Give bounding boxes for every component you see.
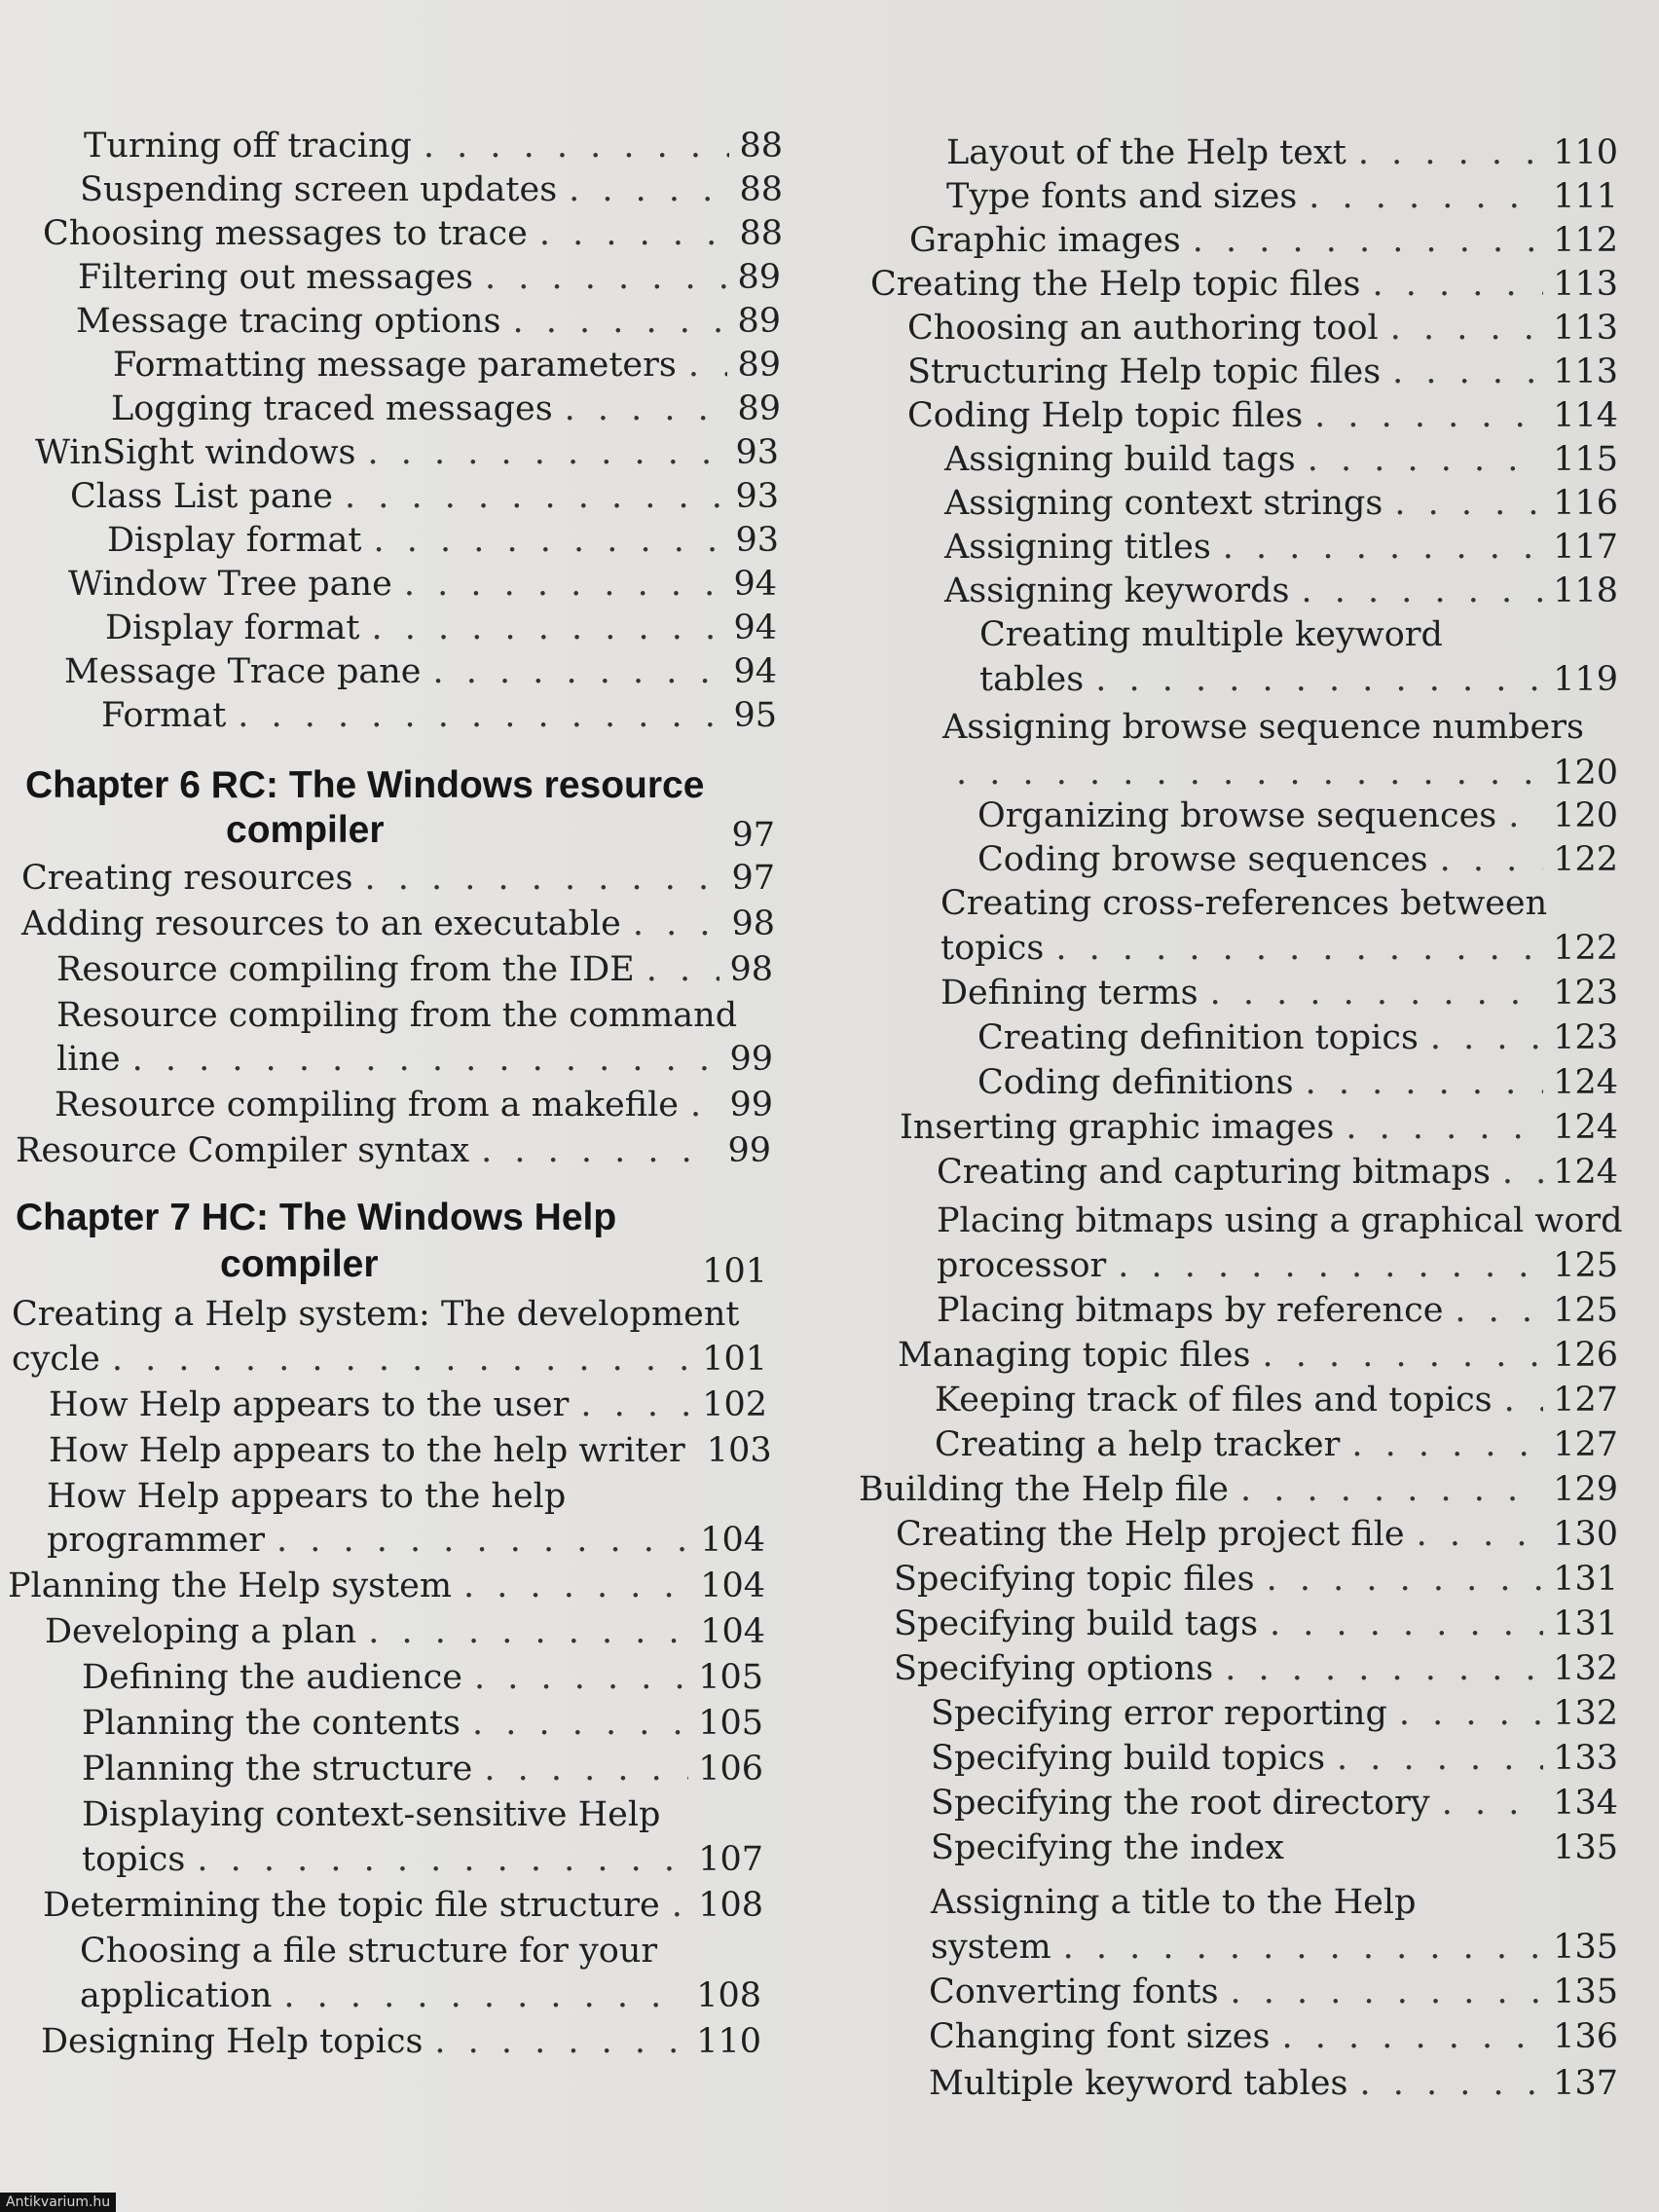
chapter-6-heading-cont: compiler	[226, 809, 385, 851]
toc-entry	[105, 607, 777, 649]
entry-page: 136	[1553, 2017, 1618, 2056]
entry-title: Creating a help tracker	[935, 1425, 1341, 1464]
entry-title: Specifying error reporting	[931, 1694, 1387, 1733]
entry-page: 132	[1553, 1649, 1618, 1688]
chapter-6-page: 97	[731, 816, 775, 855]
entry-page: 110	[1553, 133, 1618, 172]
entry-page: 137	[1553, 2064, 1618, 2103]
entry-page: 95	[733, 696, 777, 735]
entry-title: Turning off tracing	[84, 127, 412, 166]
entry-title-cont: programmer	[47, 1521, 266, 1560]
toc-entry	[977, 794, 1618, 837]
entry-title: Organizing browse sequences	[977, 796, 1497, 835]
toc-entry	[946, 175, 1618, 218]
entry-page: 125	[1553, 1291, 1618, 1330]
entry-title: Creating resources	[21, 859, 353, 898]
entry-title: How Help appears to the help writer	[49, 1431, 685, 1470]
entry-page: 124	[1553, 1153, 1618, 1192]
entry-title: Choosing messages to trace	[43, 214, 528, 253]
entry-title: Display format	[105, 608, 360, 647]
toc-entry	[977, 1061, 1618, 1104]
toc-entry	[12, 1338, 767, 1381]
toc-entry	[979, 658, 1618, 701]
entry-title: Specifying topic files	[894, 1560, 1255, 1599]
entry-title: Planning the structure	[82, 1750, 473, 1788]
toc-entry	[940, 972, 1618, 1014]
toc-entry	[41, 2020, 761, 2063]
entry-page: 93	[735, 521, 779, 560]
entry-title: Coding Help topic files	[907, 396, 1304, 435]
entry-page: 117	[1553, 528, 1618, 567]
entry-page: 94	[733, 652, 777, 691]
entry-page: 132	[1553, 1694, 1618, 1733]
entry-page: 113	[1553, 265, 1618, 304]
entry-page: 133	[1553, 1739, 1618, 1778]
toc-entry	[56, 948, 773, 991]
toc-entry	[78, 256, 781, 299]
toc-entry	[21, 857, 775, 900]
entry-title: Placing bitmaps by reference	[937, 1291, 1444, 1330]
entry-page: 106	[698, 1750, 763, 1788]
entry-page: 98	[731, 904, 775, 943]
entry-title-cont: topics	[82, 1840, 186, 1879]
toc-entry	[870, 263, 1618, 306]
entry-page: 122	[1553, 840, 1618, 879]
entry-page: 89	[737, 302, 781, 341]
entry-page: 104	[700, 1521, 765, 1560]
entry-page: 135	[1553, 1828, 1618, 1867]
entry-page: 97	[731, 859, 775, 898]
entry-title: Determining the topic file structure	[43, 1886, 660, 1925]
toc-entry	[8, 1565, 765, 1607]
toc-entry	[900, 1106, 1618, 1149]
toc-entry	[929, 1971, 1618, 2013]
toc-entry	[49, 1383, 767, 1426]
entry-title: Planning the Help system	[8, 1567, 453, 1605]
entry-title: Changing font sizes	[929, 2017, 1271, 2056]
entry-page: 124	[1553, 1063, 1618, 1102]
entry-title: How Help appears to the user	[49, 1385, 570, 1424]
entry-title: Logging traced messages	[111, 389, 553, 428]
toc-entry	[935, 1423, 1618, 1466]
toc-entry-title: Creating multiple keyword	[979, 615, 1443, 654]
entry-title: Keeping track of files and topics	[935, 1381, 1493, 1419]
toc-entry	[859, 1468, 1618, 1511]
toc-entry	[82, 1748, 763, 1790]
toc-entry	[84, 125, 783, 167]
entry-title-cont: processor	[937, 1246, 1107, 1285]
entry-page: 103	[706, 1431, 772, 1470]
entry-title-cont: tables	[979, 660, 1085, 699]
entry-page: 118	[1553, 571, 1618, 610]
entry-title: Choosing an authoring tool	[907, 309, 1379, 348]
entry-title-cont: system	[931, 1928, 1051, 1967]
entry-page: 135	[1553, 1972, 1618, 2011]
toc-entry	[931, 1926, 1618, 1969]
entry-page: 108	[698, 1886, 763, 1925]
toc-entry	[49, 1429, 772, 1472]
toc-entry	[931, 1782, 1618, 1825]
toc-entry-title: Creating cross-references between	[940, 884, 1548, 923]
toc-entry	[907, 307, 1618, 350]
toc-entry	[35, 431, 779, 474]
entry-title: Coding definitions	[977, 1063, 1294, 1102]
entry-page: 88	[739, 214, 783, 253]
entry-title: Message tracing options	[76, 302, 501, 341]
entry-title: Resource compiling from a makefile	[55, 1086, 680, 1124]
toc-entry	[907, 350, 1618, 393]
entry-title: Structuring Help topic files	[907, 352, 1382, 391]
entry-title: Window Tree pane	[68, 565, 392, 604]
toc-entry	[931, 1826, 1618, 1869]
entry-title: Type fonts and sizes	[946, 177, 1298, 216]
toc-entry	[937, 1289, 1618, 1332]
toc-entry	[43, 1884, 763, 1927]
toc-entry	[909, 219, 1618, 262]
entry-title: Filtering out messages	[78, 258, 474, 297]
toc-entry	[56, 1038, 773, 1081]
entry-title: Resource Compiler syntax	[16, 1131, 470, 1170]
toc-entry	[931, 1737, 1618, 1780]
toc-entry	[82, 1838, 763, 1881]
entry-page: 116	[1553, 484, 1618, 523]
entry-page: 125	[1553, 1246, 1618, 1285]
toc-entry	[80, 168, 783, 211]
entry-page: 93	[735, 477, 779, 516]
toc-entry-title: Assigning browse sequence numbers	[942, 708, 1584, 747]
entry-page: 111	[1553, 177, 1618, 216]
entry-page: 131	[1553, 1560, 1618, 1599]
entry-title: Converting fonts	[929, 1972, 1219, 2011]
toc-entry	[907, 394, 1618, 437]
entry-page: 127	[1553, 1425, 1618, 1464]
entry-title: Assigning titles	[944, 528, 1211, 567]
entry-title: Graphic images	[909, 221, 1181, 260]
toc-entry	[64, 650, 777, 693]
entry-title: Coding browse sequences	[977, 840, 1428, 879]
entry-page: 112	[1553, 221, 1618, 260]
toc-entry	[43, 212, 783, 255]
toc-entry	[935, 1379, 1618, 1421]
toc-entry-title: Displaying context-sensitive Help	[82, 1795, 661, 1834]
entry-page: 99	[727, 1131, 771, 1170]
entry-page: 130	[1553, 1515, 1618, 1554]
entry-title: Formatting message parameters	[113, 346, 677, 385]
chapter-7-page: 101	[702, 1252, 767, 1291]
toc-entry-title: Choosing a file structure for your	[80, 1932, 658, 1971]
toc-entry	[894, 1558, 1618, 1601]
entry-title: Creating the Help project file	[896, 1515, 1405, 1554]
entry-page: 110	[696, 2022, 761, 2061]
entry-page: 99	[729, 1086, 773, 1124]
entry-title: Resource compiling from the IDE	[56, 950, 635, 989]
entry-title: Creating definition topics	[977, 1018, 1419, 1057]
entry-title: Format	[101, 696, 227, 735]
entry-title: Specifying build tags	[894, 1604, 1259, 1643]
entry-title-cont: topics	[940, 929, 1045, 968]
toc-entry	[113, 344, 781, 387]
entry-title: Defining the audience	[82, 1658, 462, 1697]
entry-page: 104	[700, 1612, 765, 1651]
entry-page: 88	[739, 127, 783, 166]
entry-page: 102	[702, 1385, 767, 1424]
entry-page: 123	[1553, 1018, 1618, 1057]
entry-title: Planning the contents	[82, 1704, 461, 1743]
toc-entry	[47, 1519, 765, 1562]
entry-title: Assigning context strings	[944, 484, 1383, 523]
toc-entry	[68, 563, 777, 606]
toc-entry	[977, 1016, 1618, 1059]
entry-title: Message Trace pane	[64, 652, 422, 691]
entry-title: Specifying the index	[931, 1828, 1284, 1867]
entry-title: Specifying build topics	[931, 1739, 1326, 1778]
entry-title: Building the Help file	[859, 1470, 1229, 1509]
entry-title: Adding resources to an executable	[21, 904, 621, 943]
entry-title: Specifying options	[894, 1649, 1214, 1688]
toc-entry	[898, 1334, 1618, 1377]
entry-title: Inserting graphic images	[900, 1108, 1335, 1147]
toc-entry	[80, 1974, 761, 2017]
toc-entry	[111, 387, 781, 430]
toc-entry	[929, 2015, 1618, 2058]
toc-entry-title: Placing bitmaps using a graphical word	[937, 1201, 1623, 1240]
toc-entry	[70, 475, 779, 518]
toc-entry	[944, 438, 1618, 481]
entry-page: 89	[737, 389, 781, 428]
entry-page: 99	[729, 1040, 773, 1079]
entry-page: 126	[1553, 1336, 1618, 1375]
entry-page: 94	[733, 565, 777, 604]
toc-entry	[937, 1244, 1618, 1287]
entry-title: Display format	[107, 521, 362, 560]
entry-page: 113	[1553, 309, 1618, 348]
chapter-7-heading: Chapter 7 HC: The Windows Help	[16, 1197, 617, 1238]
entry-title: Specifying the root directory	[931, 1784, 1430, 1823]
entry-page: 135	[1553, 1928, 1618, 1967]
entry-page: 98	[729, 950, 773, 989]
entry-title: Defining terms	[940, 974, 1198, 1013]
entry-page: 120	[1553, 796, 1618, 835]
entry-page: 89	[737, 346, 781, 385]
entry-page: 105	[698, 1658, 763, 1697]
toc-entry	[894, 1603, 1618, 1645]
entry-title: Assigning keywords	[944, 571, 1290, 610]
toc-entry	[107, 519, 779, 562]
entry-title: Managing topic files	[898, 1336, 1251, 1375]
entry-page: 105	[698, 1704, 763, 1743]
toc-entry-title: Resource compiling from the command	[56, 996, 738, 1035]
toc-entry	[82, 1702, 763, 1745]
entry-page: 94	[733, 608, 777, 647]
entry-page: 127	[1553, 1381, 1618, 1419]
toc-entry	[942, 752, 1618, 794]
entry-page: 122	[1553, 929, 1618, 968]
toc-entry	[45, 1610, 765, 1653]
entry-title: Assigning build tags	[944, 440, 1296, 479]
entry-page: 120	[1553, 754, 1618, 793]
entry-page: 123	[1553, 974, 1618, 1013]
entry-title: Developing a plan	[45, 1612, 357, 1651]
toc-entry	[937, 1151, 1618, 1194]
toc-entry	[101, 694, 777, 737]
entry-page: 88	[739, 170, 783, 209]
entry-title: Creating the Help topic files	[870, 265, 1361, 304]
entry-page: 104	[700, 1567, 765, 1605]
entry-page: 119	[1553, 660, 1618, 699]
entry-title: Creating and capturing bitmaps	[937, 1153, 1491, 1192]
toc-entry	[977, 838, 1618, 881]
toc-entry	[946, 131, 1618, 174]
toc-entry	[894, 1647, 1618, 1690]
entry-page: 134	[1553, 1784, 1618, 1823]
entry-title-cont: line	[56, 1040, 121, 1079]
entry-title: Suspending screen updates	[80, 170, 558, 209]
chapter-6-heading: Chapter 6 RC: The Windows resource	[25, 764, 705, 806]
toc-entry	[55, 1084, 773, 1126]
entry-page: 129	[1553, 1470, 1618, 1509]
entry-title: Class List pane	[70, 477, 334, 516]
entry-title: Multiple keyword tables	[929, 2064, 1348, 2103]
entry-page: 115	[1553, 440, 1618, 479]
entry-page: 108	[696, 1976, 761, 2015]
toc-entry	[21, 903, 775, 945]
entry-title: Designing Help topics	[41, 2022, 424, 2061]
entry-page: 107	[698, 1840, 763, 1879]
toc-entry	[896, 1513, 1618, 1556]
entry-title-cont: cycle	[12, 1340, 100, 1379]
watermark: Antikvarium.hu	[0, 2193, 116, 2212]
toc-entry	[929, 2062, 1618, 2105]
toc-entry	[16, 1129, 771, 1172]
toc-entry	[931, 1692, 1618, 1735]
entry-page: 114	[1553, 396, 1618, 435]
entry-title: WinSight windows	[35, 433, 356, 472]
entry-page: 101	[702, 1340, 767, 1379]
entry-page: 131	[1553, 1604, 1618, 1643]
entry-page: 113	[1553, 352, 1618, 391]
chapter-7-heading-cont: compiler	[220, 1243, 379, 1285]
entry-title: Layout of the Help text	[946, 133, 1346, 172]
toc-entry-title: Creating a Help system: The development	[12, 1295, 740, 1334]
entry-page: 124	[1553, 1108, 1618, 1147]
toc-entry	[944, 570, 1618, 612]
toc-entry	[82, 1656, 763, 1699]
toc-entry	[944, 482, 1618, 525]
toc-entry	[940, 927, 1618, 970]
toc-entry	[944, 526, 1618, 569]
entry-page: 89	[737, 258, 781, 297]
toc-entry	[76, 300, 781, 343]
toc-entry-title: How Help appears to the help	[47, 1477, 567, 1516]
toc-entry-title: Assigning a title to the Help	[931, 1883, 1417, 1922]
entry-title-cont: application	[80, 1976, 273, 2015]
entry-page: 93	[735, 433, 779, 472]
